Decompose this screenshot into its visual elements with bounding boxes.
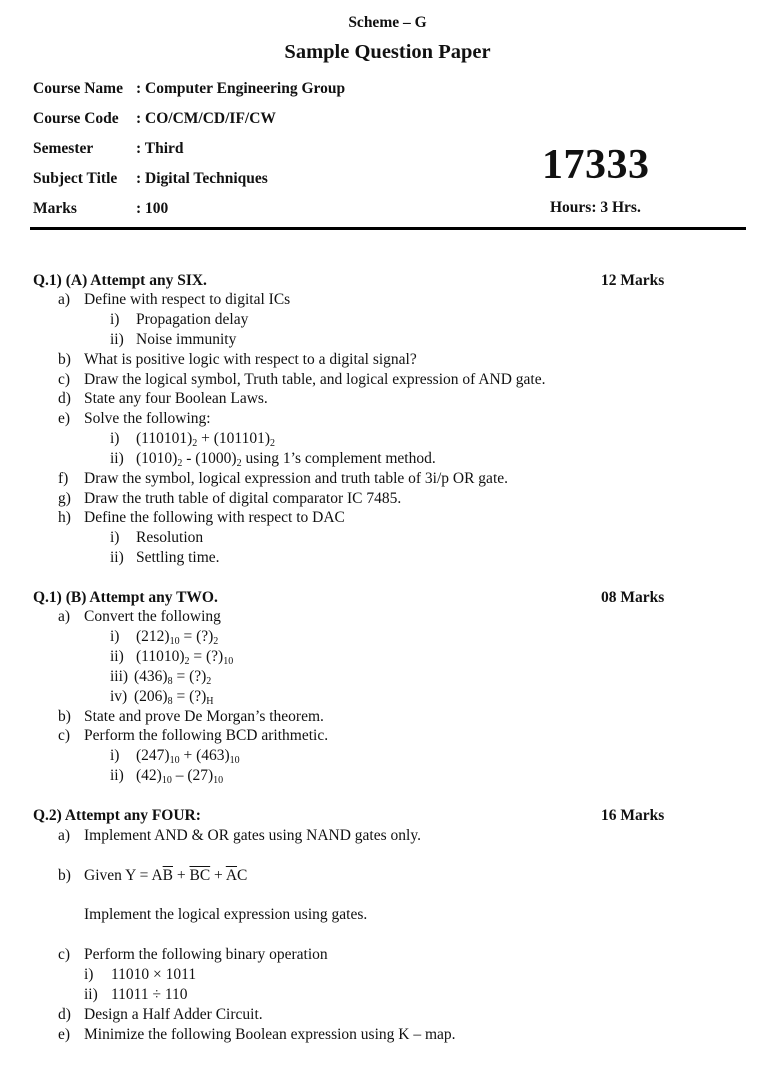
marks-value: : 100	[136, 200, 169, 217]
question-text: Resolution	[136, 529, 204, 546]
list-marker: b)	[58, 867, 71, 884]
semester-value: : Third	[136, 140, 184, 157]
q2-title: Q.2) Attempt any FOUR:	[33, 807, 201, 824]
question-text: Minimize the following Boolean expression using K – map.	[84, 1026, 456, 1043]
question-text: Convert the following	[84, 608, 221, 625]
question-text: Given Y =	[84, 867, 152, 884]
question-text: Settling time.	[136, 549, 220, 566]
list-marker: d)	[58, 390, 71, 407]
list-marker: i)	[110, 430, 120, 447]
question-text: Draw the symbol, logical expression and truth table of 3i/p OR gate.	[84, 470, 509, 487]
math-expression: $(212)_{10}$ = $(?)_2$	[136, 628, 219, 647]
course-name-value: : Computer Engineering Group	[136, 80, 346, 97]
q1b-title: Q.1) (B) Attempt any TWO.	[33, 589, 218, 606]
list-marker: i)	[110, 747, 120, 764]
q1a-marks: 12 Marks	[601, 272, 665, 289]
list-marker: i)	[84, 966, 94, 983]
list-marker: e)	[58, 1026, 71, 1043]
semester-label: Semester	[33, 140, 94, 157]
list-marker: iii)	[110, 668, 129, 685]
list-marker: g)	[58, 490, 71, 507]
list-marker: b)	[58, 708, 71, 725]
math-expression: $(11010)_2$ = $(?)_{10}$	[136, 648, 234, 667]
list-marker: i)	[110, 628, 120, 645]
question-text: Define the following with respect to DAC	[84, 509, 345, 526]
list-marker: ii)	[110, 648, 124, 665]
subject-value: : Digital Techniques	[136, 170, 268, 187]
list-marker: c)	[58, 727, 71, 744]
course-name-label: Course Name	[33, 80, 123, 97]
header-divider	[30, 227, 746, 230]
list-marker: b)	[58, 351, 71, 368]
question-text: What is positive logic with respect to a digital signal?	[84, 351, 417, 368]
boolean-expression: Given $Y = A\overline{B} + \overline{BC} + \overline{A}C$	[84, 867, 248, 884]
list-marker: c)	[58, 946, 71, 963]
question-text: Solve the following:	[84, 410, 211, 427]
q2-marks: 16 Marks	[601, 807, 665, 824]
subject-label: Subject Title	[33, 170, 118, 187]
question-text: Perform the following BCD arithmetic.	[84, 727, 329, 744]
list-marker: a)	[58, 608, 71, 625]
scheme-label: Scheme – G	[348, 14, 427, 31]
list-marker: e)	[58, 410, 71, 427]
math-expression: $(42)_{10} - (27)_{10}$	[136, 767, 224, 786]
paper-code: 17333	[542, 142, 650, 188]
question-text: using 1’s complement method.	[245, 450, 436, 467]
q1b-marks: 08 Marks	[601, 589, 665, 606]
list-marker: f)	[58, 470, 69, 487]
question-text: State and prove De Morgan’s theorem.	[84, 708, 324, 725]
math-expression: $(110101)_2 + (101101)_2$	[136, 430, 275, 449]
list-marker: a)	[58, 827, 71, 844]
question-text: Draw the logical symbol, Truth table, and logical expression of AND gate.	[84, 371, 546, 388]
course-code-value: : CO/CM/CD/IF/CW	[136, 110, 276, 127]
q1a-title: Q.1) (A) Attempt any SIX.	[33, 272, 207, 289]
question-text: Implement AND & OR gates using NAND gates only.	[84, 827, 421, 844]
question-text: Noise immunity	[136, 331, 237, 348]
list-marker: ii)	[110, 549, 124, 566]
math-expression: $(436)_8$ = $(?)_2$	[134, 668, 212, 687]
list-marker: i)	[110, 529, 120, 546]
list-marker: d)	[58, 1006, 71, 1023]
math-expression: 11010 × 1011	[111, 966, 197, 983]
question-text: Draw the truth table of digital comparator IC 7485.	[84, 490, 402, 507]
question-text: Define with respect to digital ICs	[84, 291, 291, 308]
math-expression: 11011 ÷ 110	[111, 986, 188, 1003]
list-marker: c)	[58, 371, 71, 388]
question-text: Design a Half Adder Circuit.	[84, 1006, 263, 1023]
question-text: State any four Boolean Laws.	[84, 390, 268, 407]
marks-label: Marks	[33, 200, 77, 217]
list-marker: ii)	[110, 331, 124, 348]
hours-label: Hours: 3 Hrs.	[550, 199, 641, 216]
question-text: Implement the logical expression using gates.	[84, 906, 368, 923]
question-text: Perform the following binary operation	[84, 946, 328, 963]
list-marker: h)	[58, 509, 71, 526]
list-marker: iv)	[110, 688, 128, 705]
question-text: Propagation delay	[136, 311, 249, 328]
list-marker: a)	[58, 291, 71, 308]
course-code-label: Course Code	[33, 110, 119, 127]
math-expression: $(1010)_2 - (1000)_2$ using 1’s complement method.	[136, 450, 436, 469]
list-marker: ii)	[110, 767, 124, 784]
list-marker: ii)	[84, 986, 98, 1003]
list-marker: i)	[110, 311, 120, 328]
paper-title: Sample Question Paper	[284, 41, 491, 63]
math-expression: $(206)_8$ = $(?)_H$	[134, 688, 214, 707]
list-marker: ii)	[110, 450, 124, 467]
math-expression: $(247)_{10} + (463)_{10}$	[136, 747, 240, 766]
